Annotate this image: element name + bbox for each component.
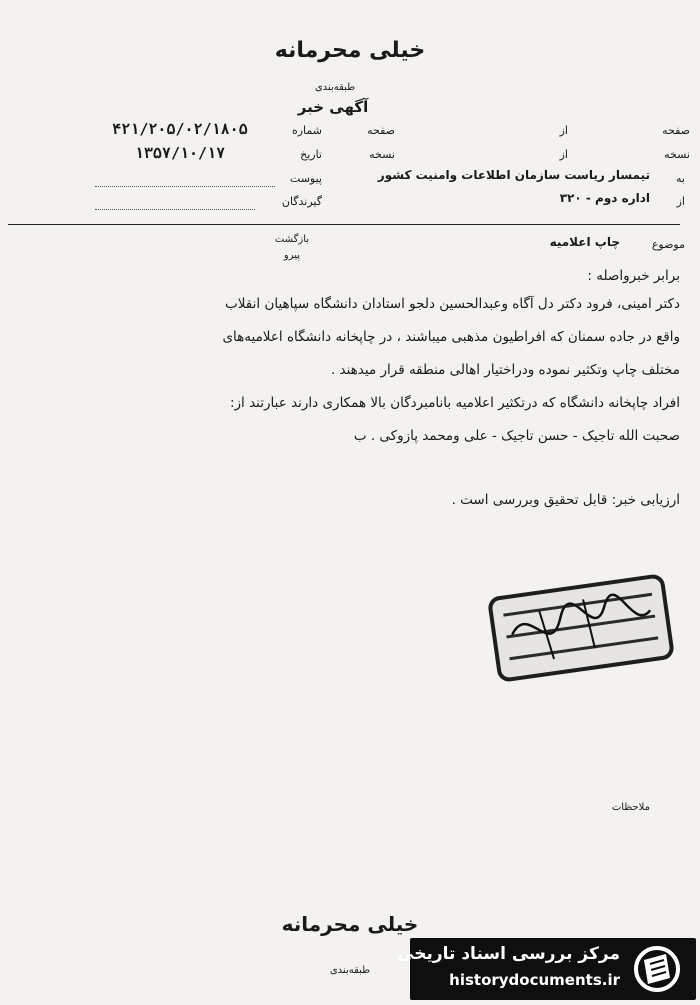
classification-label: طبقه‌بندی xyxy=(314,82,356,93)
footer-title: خیلی محرمانه xyxy=(281,912,419,936)
receipt-stamp xyxy=(487,573,675,683)
greeting: برابر خبرواصله : xyxy=(587,268,680,284)
date-label: تاریخ xyxy=(300,148,322,161)
ref-label: پیرو xyxy=(283,250,301,261)
copy-label: نسخه xyxy=(664,148,690,161)
body-line: صحبت الله تاجیک - حسن تاجیک - علی ومحمد پازوکی . ب xyxy=(353,428,680,444)
recipients-label: گیرندگان xyxy=(281,195,322,208)
body-line: واقع در جاده سمنان که افراطیون مذهبی میباشند ، در چاپخانه دانشگاه اعلامیه‌های xyxy=(222,329,680,345)
return-label: بازگشت xyxy=(274,234,310,245)
body-line: دکتر امینی، فرود دکتر دل آگاه وعبدالحسین دلجو استادان دانشگاه سپاهیان انقلاب xyxy=(225,296,680,312)
watermark-url: historydocuments.ir xyxy=(449,971,620,989)
of-label-2: از xyxy=(559,148,568,161)
handwritten-signature xyxy=(487,574,666,675)
remarks-label: ملاحظات xyxy=(611,802,650,813)
attachment-label: پیوست xyxy=(289,172,322,185)
date-value: ۱۳۵۷/۱۰/۱۷ xyxy=(134,144,226,162)
header-divider xyxy=(8,224,680,225)
to-value: تیمسار ریاست سازمان اطلاعات وامنیت کشور xyxy=(377,168,650,182)
assessment: ارزیابی خبر: قابل تحقیق وبررسی است . xyxy=(451,492,680,508)
number-value: ۴۲۱/۲۰۵/۰۲/۱۸۰۵ xyxy=(112,120,248,138)
doc-type: آگهی خبر xyxy=(297,98,369,116)
watermark-title: مرکز بررسی اسناد تاریخی xyxy=(397,944,620,964)
page-label-2: صفحه xyxy=(367,124,395,137)
from-value: اداره دوم - ۳۲۰ xyxy=(559,191,650,205)
body-line: مختلف چاپ وتکثیر نموده ودراختیار اهالی منطقه قرار میدهند . xyxy=(330,362,680,378)
from-label: از xyxy=(676,195,685,208)
number-label: شماره xyxy=(291,124,322,137)
recipients-line xyxy=(95,209,255,210)
footer-classification-label: طبقه‌بندی xyxy=(329,965,371,976)
to-label: به xyxy=(676,172,685,185)
page-label: صفحه xyxy=(662,124,690,137)
document-title: خیلی محرمانه xyxy=(274,38,426,63)
copy-label-2: نسخه xyxy=(369,148,395,161)
subject-value: چاپ اعلامیه xyxy=(549,235,620,249)
attachment-line xyxy=(95,186,275,187)
archive-logo-icon xyxy=(628,944,686,994)
of-label: از xyxy=(559,124,568,137)
subject-label: موضوع xyxy=(651,238,685,251)
body-line: افراد چاپخانه دانشگاه که درتکثیر اعلامیه بانامبردگان بالا همکاری دارند عبارتند از: xyxy=(229,395,680,411)
